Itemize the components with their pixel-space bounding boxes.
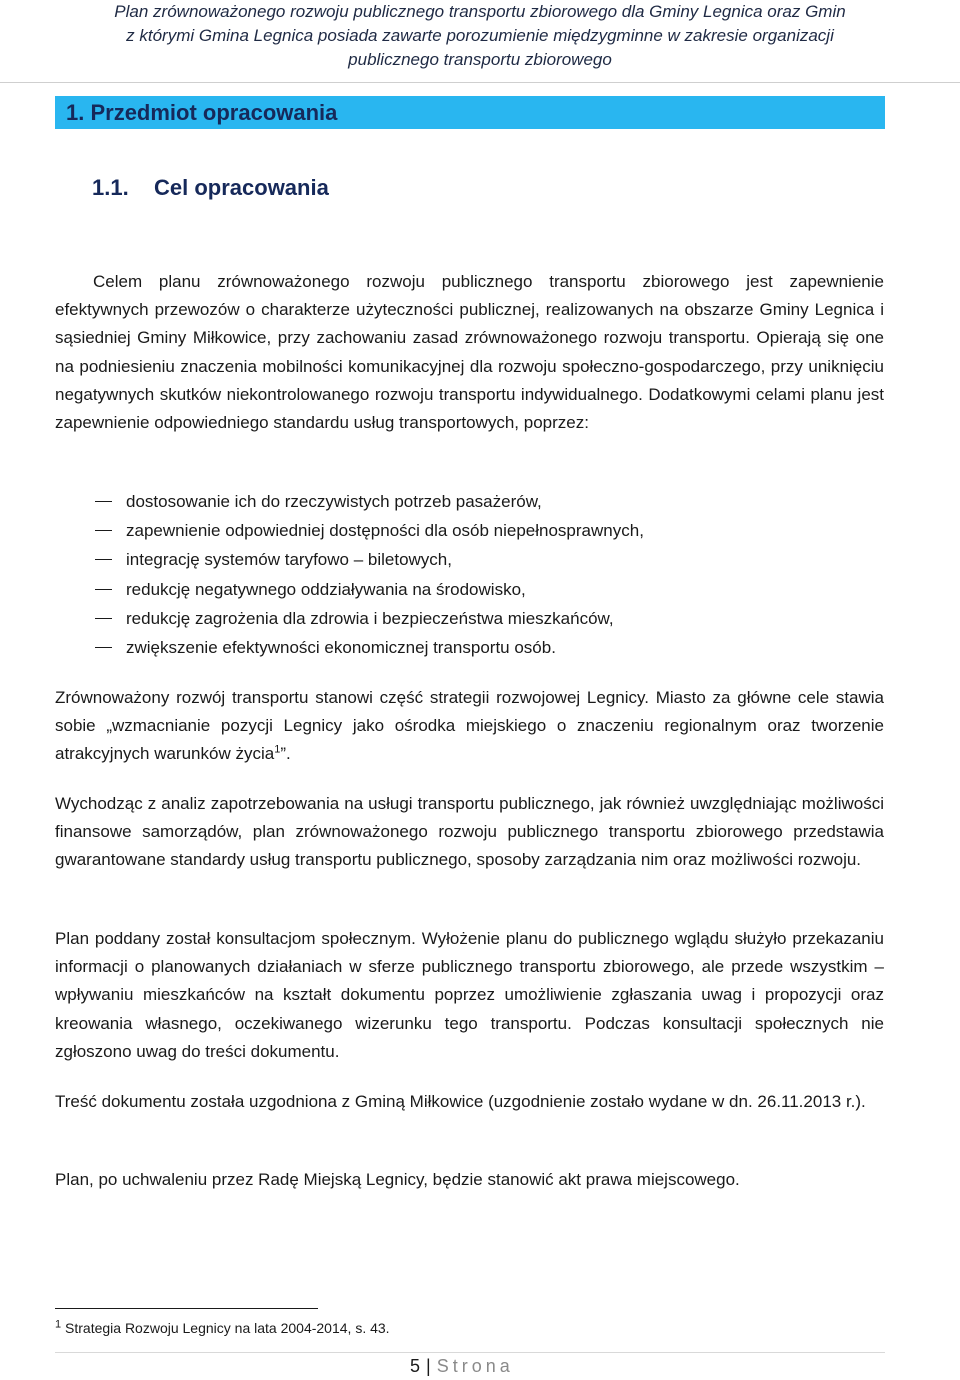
footnote-number: 1: [55, 1318, 62, 1331]
dash-bullet-icon: [95, 589, 112, 590]
paragraph-5-block: [55, 1088, 884, 1116]
list-item-text: zwiększenie efektywności ekonomicznej transportu osób.: [126, 637, 556, 657]
list-item: [55, 487, 884, 516]
list-item: [55, 545, 884, 574]
paragraph-consultation: Plan poddany został konsultacjom społecznym. Wyłożenie planu do publicznego wglądu służyło przekazaniu informacji o planowanych działaniach w sferze publicznego transportu zbiorowego, ale przede wszystkim – wpływaniu mieszkańców na kształt dokumentu poprzez umożliwienie zgłaszania uwag i propozycji oraz kreowania własnego, oczekiwanego wizerunku tego transportu. Podczas konsultacji społecznych nie zgłoszono uwag do treści dokumentu.: [55, 929, 884, 1061]
footnote: [55, 1318, 390, 1338]
dash-bullet-icon: [95, 530, 112, 531]
footer-separator: |: [426, 1356, 431, 1376]
header-line-1: Plan zrównoważonego rozwoju publicznego transportu zbiorowego dla Gminy Legnica oraz Gmin: [114, 2, 846, 21]
list-item-text: zapewnienie odpowiedniej dostępności dla osób niepełnosprawnych,: [126, 521, 644, 541]
header-line-2: z którymi Gmina Legnica posiada zawarte porozumienie międzygminne w zakresie organizacji: [126, 26, 834, 45]
footnote-text: Strategia Rozwoju Legnicy na lata 2004-2014, s. 43.: [65, 1320, 390, 1336]
paragraph-6-block: [55, 1166, 884, 1194]
dash-bullet-icon: [95, 647, 112, 648]
subsection-heading: [92, 175, 329, 201]
dash-bullet-icon: [95, 559, 112, 560]
subsection-title: Cel opracowania: [154, 175, 329, 200]
paragraph-strategy: [55, 684, 884, 769]
bullet-list: [55, 487, 884, 662]
paragraph-3-block: [55, 790, 884, 875]
header-line-3: publicznego transportu zbiorowego: [348, 50, 612, 69]
list-item-text: redukcję zagrożenia dla zdrowia i bezpieczeństwa mieszkańców,: [126, 608, 614, 628]
list-item-text: dostosowanie ich do rzeczywistych potrzeb pasażerów,: [126, 492, 542, 511]
footnote-divider: [55, 1308, 318, 1309]
paragraph-4-block: [55, 925, 884, 1066]
list-item: [55, 604, 884, 633]
list-item: [55, 516, 884, 545]
paragraph-strategy-text: Zrównoważony rozwój transportu stanowi część strategii rozwojowej Legnicy. Miasto za główne cele stawia sobie „wzmacnianie pozycji Legnicy jako ośrodka miejskiego o znaczeniu regionalnym oraz tworzenie atrakcyjnych warunków życia: [55, 688, 884, 764]
paragraph-agreement: Treść dokumentu została uzgodniona z Gminą Miłkowice (uzgodnienie zostało wydane w dn. 26.11.2013 r.).: [55, 1092, 866, 1111]
footnote-reference[interactable]: 1: [274, 743, 281, 756]
paragraph-analysis: Wychodząc z analiz zapotrzebowania na usługi transportu publicznego, jak również uwzględniając możliwości finansowe samorządów, plan zrównoważonego rozwoju publicznego transportu zbiorowego przedstawia gwarantowane standardy usług transportu publicznego, sposoby zarządzania nim oraz możliwości rozwoju.: [55, 794, 884, 870]
section-title: 1. Przedmiot opracowania: [66, 100, 338, 125]
paragraph-adoption: Plan, po uchwaleniu przez Radę Miejską Legnicy, będzie stanowić akt prawa miejscowego.: [55, 1170, 740, 1189]
dash-bullet-icon: [95, 501, 112, 502]
paragraph-strategy-end: ”.: [280, 744, 291, 764]
footer-divider: [55, 1352, 885, 1353]
list-item: [55, 575, 884, 604]
dash-bullet-icon: [95, 618, 112, 619]
paragraph-2-block: [55, 684, 884, 769]
list-item: [55, 633, 884, 662]
list-item-text: redukcję negatywnego oddziaływania na środowisko,: [126, 579, 526, 599]
subsection-number: 1.1.: [92, 175, 129, 200]
list-item-text: integrację systemów taryfowo – biletowych,: [126, 550, 452, 570]
page-footer: [410, 1356, 514, 1377]
page-number: 5: [410, 1356, 421, 1376]
page-header: [0, 0, 960, 83]
section-heading-bar: [55, 96, 885, 129]
page-label: Strona: [436, 1356, 514, 1376]
paragraph-1-block: [55, 268, 884, 437]
paragraph-intro: Celem planu zrównoważonego rozwoju publicznego transportu zbiorowego jest zapewnienie efektywnych przewozów o charakterze użyteczności publicznej, realizowanych na obszarze Gminy Legnica i sąsiedniej Gminy Miłkowice, przy zachowaniu zasad zrównoważonego rozwoju transportu. Opierają się one na podniesieniu znaczenia mobilności komunikacyjnej dla rozwoju społeczno-gospodarczego, przy uniknięciu negatywnych skutków niekontrolowanego rozwoju transportu indywidualnego. Dodatkowymi celami planu jest zapewnienie odpowiedniego standardu usług transportowych, poprzez:: [55, 272, 884, 433]
